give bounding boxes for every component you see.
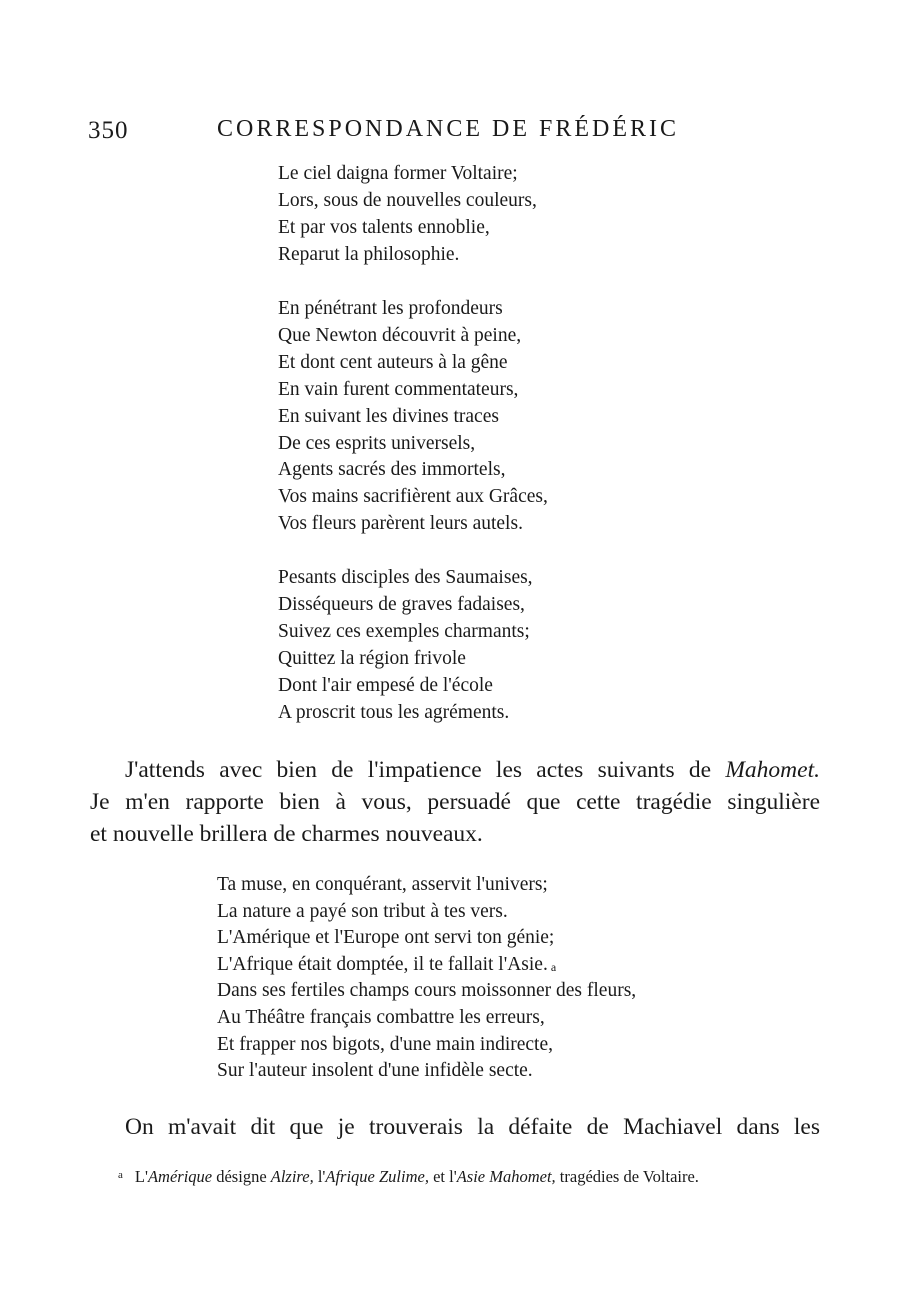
- verse-line: Reparut la philosophie.: [278, 243, 460, 265]
- verse-line: Pesants disciples des Saumaises,: [278, 567, 533, 588]
- prose-text: J'attends avec bien de l'impatience les actes suivants de: [125, 757, 712, 783]
- verse-line: Et frapper nos bigots, d'une main indirecte,: [217, 1033, 554, 1055]
- verse-line: Sur l'auteur insolent d'une infidèle secte.: [217, 1060, 533, 1082]
- footnote-text: tragédies de Voltaire.: [555, 1167, 699, 1186]
- stanza-2: [278, 296, 548, 538]
- running-title: CORRESPONDANCE DE FRÉDÉRIC: [217, 116, 680, 142]
- verse-line: Le ciel daigna former Voltaire;: [278, 163, 518, 184]
- verse-line: Ta muse, en conquérant, asservit l'univers;: [217, 874, 548, 895]
- footnote-text: désigne: [212, 1167, 271, 1186]
- verse-block: [217, 872, 636, 1085]
- verse-line: Dans ses fertiles champs cours moissonner des fleurs,: [217, 980, 637, 1002]
- verse-line: [217, 952, 636, 979]
- stanza-1: [278, 161, 537, 269]
- verse-line: En pénétrant les profondeurs: [278, 298, 503, 319]
- verse-line: Au Théâtre français combattre les erreurs,: [217, 1006, 545, 1028]
- verse-line: En suivant les divines traces: [278, 405, 499, 427]
- footnote-italic: Alzire,: [270, 1167, 314, 1186]
- footnote-text: l': [313, 1167, 326, 1186]
- verse-line: De ces esprits universels,: [278, 432, 476, 454]
- footnote-italic: Afrique Zulime,: [325, 1167, 429, 1186]
- verse-text: L'Afrique était domptée, il te fallait l'Asie.: [217, 953, 548, 975]
- verse-line: Dont l'air empesé de l'école: [278, 674, 493, 696]
- footnote-marker: a: [118, 1169, 123, 1181]
- verse-line: L'Amérique et l'Europe ont servi ton génie;: [217, 927, 555, 949]
- verse-line: Suivez ces exemples charmants;: [278, 620, 530, 642]
- footnote-italic: Amérique: [147, 1167, 213, 1186]
- footnote-text: et l': [428, 1167, 457, 1186]
- verse-line: Vos fleurs parèrent leurs autels.: [278, 513, 523, 535]
- stanza-3: [278, 565, 533, 726]
- page-number: 350: [88, 117, 129, 144]
- prose-line: et nouvelle brillera de charmes nouveaux.: [90, 821, 483, 847]
- verse-line: Agents sacrés des immortels,: [278, 459, 506, 481]
- verse-line: Et par vos talents ennoblie,: [278, 216, 490, 238]
- verse-line: La nature a payé son tribut à tes vers.: [217, 900, 508, 922]
- verse-line: Vos mains sacrifièrent aux Grâces,: [278, 486, 548, 508]
- prose-line: [90, 754, 820, 786]
- prose-paragraph-2: [90, 1111, 820, 1143]
- prose-paragraph-1: [90, 754, 820, 850]
- verse-line: Disséqueurs de graves fadaises,: [278, 593, 525, 615]
- verse-line: Lors, sous de nouvelles couleurs,: [278, 189, 537, 211]
- verse-line: En vain furent commentateurs,: [278, 378, 519, 400]
- prose-line: Je m'en rapporte bien à vous, persuadé que cette tragédie singulière: [90, 789, 820, 815]
- verse-line: Que Newton découvrit à peine,: [278, 324, 522, 346]
- footnote-reference[interactable]: a: [550, 959, 557, 974]
- prose-line: On m'avait dit que je trouverais la défaite de Machiavel dans les: [125, 1114, 820, 1140]
- footnote-italic: Asie Mahomet,: [456, 1167, 556, 1186]
- verse-line: A proscrit tous les agréments.: [278, 701, 510, 723]
- verse-line: Quittez la région frivole: [278, 647, 466, 669]
- work-title: Mahomet.: [725, 757, 820, 783]
- verse-line: Et dont cent auteurs à la gêne: [278, 351, 508, 373]
- footnote-text: L': [134, 1167, 148, 1186]
- footnote: [118, 1167, 699, 1187]
